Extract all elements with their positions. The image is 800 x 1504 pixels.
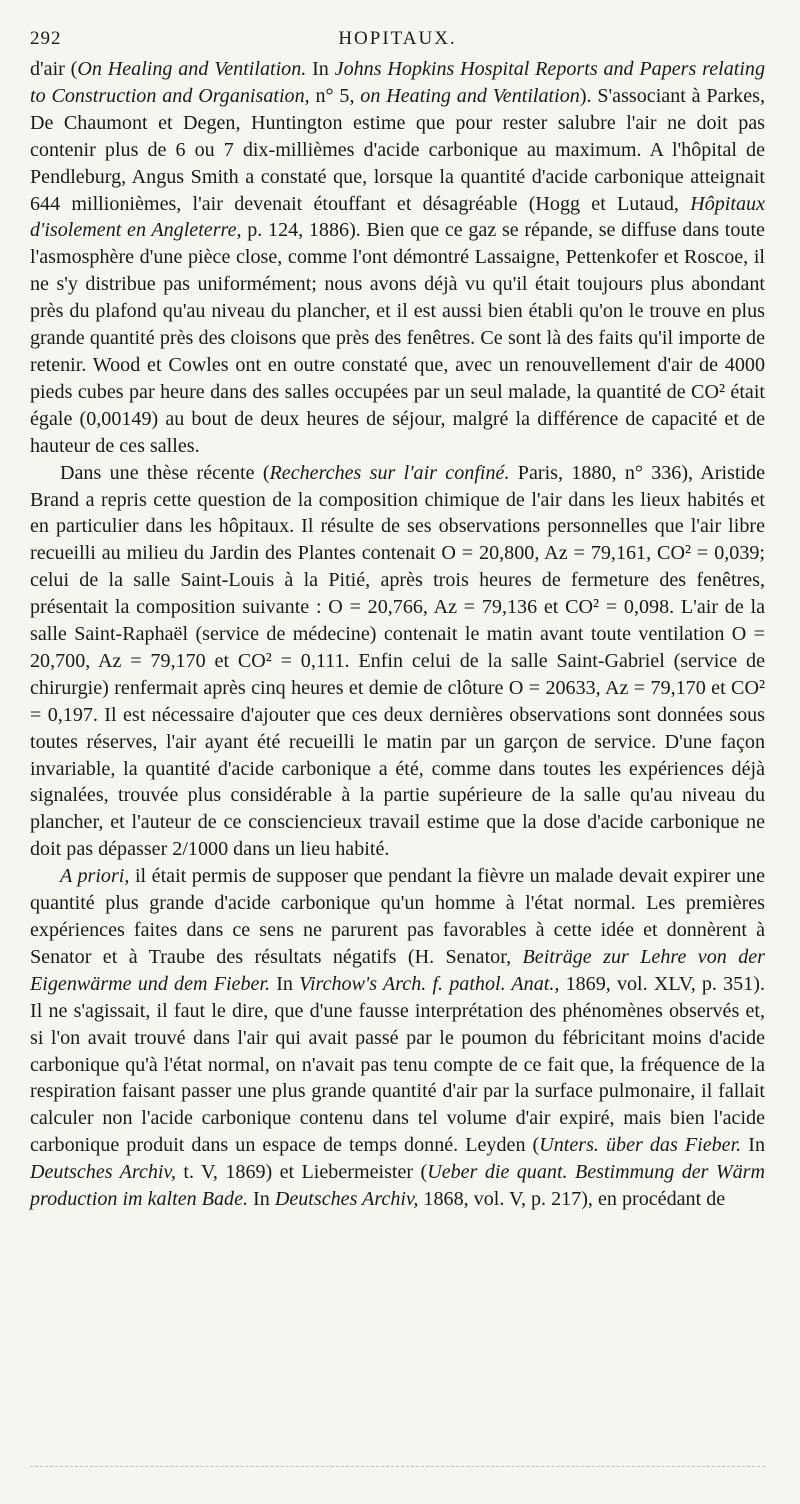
text-span: t. V, 1869) et Liebermeister ( [175, 1161, 428, 1184]
italic-span: Ueber die quant. Bestimmung der Wärm production im kalten Bade. [30, 1161, 765, 1211]
text-span: n° 5, [309, 84, 361, 107]
text-span: In [270, 972, 300, 995]
paragraph-1 [30, 56, 765, 460]
text-span: Paris, 1880, n° 336), Aristide Brand a repris cette question de la composition chimique de l'air dans les lieux habités et en particulier dans les hôpitaux. Il résulte de ses observations personnelles que l'air libre recueilli au milieu du Jardin des Plantes contenait O = 20,800, Az = 79,161, CO² = 0,039; celui de la salle Saint-Louis à la Pitié, après trois heures de fermeture des fenêtres, présentait la composition suivante : O = 20,766, Az = 79,136 et CO² = 0,098. L'air de la salle Saint-Raphaël (service de médecine) contenait le matin avant toute ventilation O = 20,700, Az = 79,170 et CO² = 0,111. Enfin celui de la salle Saint-Gabriel (service de chirurgie) renfermait après cinq heures et demie de clôture O = 20633, Az = 79,170 et CO² = 0,197. Il est nécessaire d'ajouter que ces deux dernières observations sont données sous toutes réserves, l'air ayant été recueilli le matin par un garçon de service. D'une façon invariable, la quantité d'acide carbonique a été, comme dans toutes les expériences déjà signalées, trouvée plus considérable à la partie supérieure de la salle qu'au niveau du plancher, et l'auteur de ce consciencieux travail estime que la dose d'acide carbonique ne doit pas dépasser 2/1000 dans un lieu habité. [30, 461, 766, 861]
body-text [30, 56, 765, 1213]
italic-span: Deutsches Archiv, [30, 1161, 176, 1184]
text-span: 1868, vol. V, p. 217), en procédant de [418, 1188, 726, 1211]
page-header [30, 28, 765, 56]
text-span: In [306, 58, 335, 80]
text-span: il était permis de supposer que pendant la fièvre un malade devait expirer une quantité plus grande d'acide carbonique qu'un homme à l'état normal. Les premières expériences faites dans ce sens ne parurent pas favorables à cette idée et donnèrent à Senator et à Traube des résultats négatifs (H. Senator, [30, 865, 765, 968]
italic-span: On Healing and Ventilation. [77, 58, 307, 80]
footer-rule [30, 1466, 765, 1467]
paragraph-2 [30, 460, 765, 864]
italic-span: A priori, [60, 865, 130, 888]
italic-span: on Heating and Ventilation [360, 84, 580, 107]
running-title: HOPITAUX. [338, 28, 457, 49]
page-number: 292 [30, 28, 62, 49]
text-span: p. 124, 1886). Bien que ce gaz se répande, se diffuse dans toute l'asmosphère d'une pièce close, comme l'ont démontré Lassaigne, Pettenkofer et Roscoe, il ne s'y distribue pas uniformément; nous avons déjà vu qu'il était toujours plus abondant près du plafond qu'au niveau du plancher, et il est aussi bien établi qu'on le trouve en plus grande quantité près des cloisons que près des fenêtres. Ce sont là des faits qu'il importe de retenir. Wood et Cowles ont en outre constaté que, avec un renouvellement d'air de 4000 pieds cubes par heure dans des salles occupées par un seul malade, la quantité de CO² était égale (0,00149) au bout de deux heures de séjour, malgré la différence de capacité et de hauteur de ces salles. [30, 219, 765, 457]
text-span: In [741, 1134, 765, 1157]
italic-span: Beiträge zur Lehre von der Eigenwärme und dem Fieber. [30, 945, 765, 995]
italic-span: Deutsches Archiv, [274, 1188, 419, 1211]
text-span: In [248, 1188, 275, 1211]
text-span: ). S'associant à Parkes, De Chaumont et Degen, Huntington estime que pour rester salubre l'air ne doit pas contenir plus de 6 ou 7 dix-millièmes d'acide carbonique au maximum. A l'hôpital de Pendleburg, Angus Smith a constaté que, lorsque la quantité d'acide carbonique atteignait 644 millionièmes, l'air devenait étouffant et désagréable (Hogg et Lutaud, [30, 84, 765, 215]
text-span: Dans une thèse récente ( [60, 461, 270, 484]
italic-span: Recherches sur l'air confiné. [269, 461, 510, 484]
italic-span: Virchow's Arch. f. pathol. Anat., [299, 972, 560, 995]
book-page [30, 28, 765, 1213]
italic-span: Hôpitaux d'isolement en Angleterre, [30, 192, 765, 242]
text-span: d'air ( [30, 58, 78, 80]
italic-span: Johns Hopkins Hospital Reports and Papers relating to Construction and Organisation, [30, 58, 766, 107]
italic-span: Unters. über das Fieber. [539, 1134, 742, 1157]
paragraph-3 [30, 863, 765, 1213]
text-span: 1869, vol. XLV, p. 351). Il ne s'agissait, il faut le dire, que d'une fausse interprétation des phénomènes observés et, si l'on avait trouvé dans l'air qui avait passé par le poumon du fébricitant moins d'acide carbonique qu'à l'état normal, on n'avait pas tenu compte de ce fait que, la fréquence de la respiration faisant passer une plus grande quantité d'air par la surface pulmonaire, il fallait calculer non l'acide carbonique contenu dans tel volume d'air expiré, mais bien l'acide carbonique produit dans un espace de temps donné. Leyden ( [30, 972, 765, 1157]
